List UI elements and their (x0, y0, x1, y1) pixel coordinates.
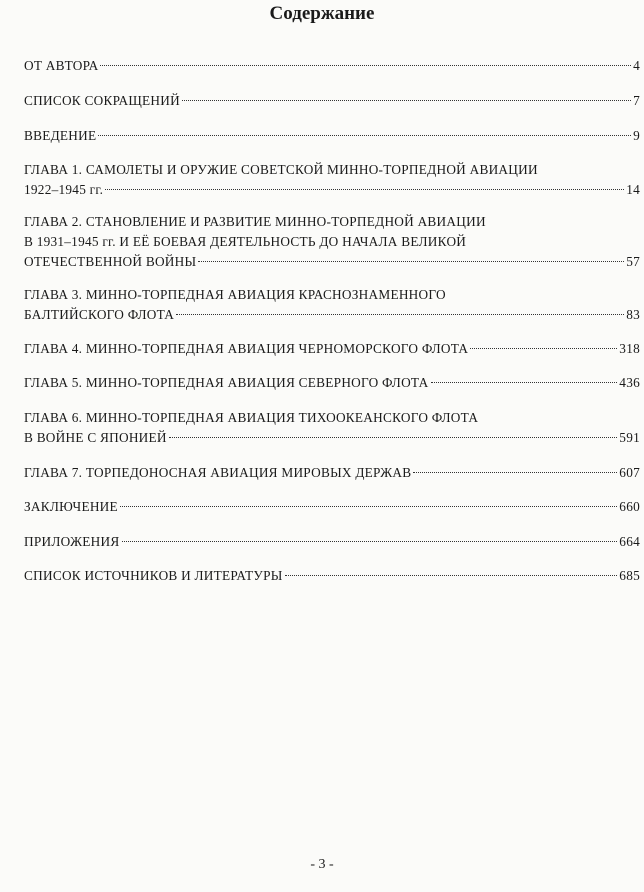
toc-entry-title: СПИСОК ИСТОЧНИКОВ И ЛИТЕРАТУРЫ (24, 568, 283, 583)
toc-entry-page: 4 (633, 58, 640, 73)
toc-entry (24, 56, 640, 76)
dot-leader (182, 100, 631, 101)
dot-leader (120, 506, 617, 507)
toc-entry-page: 664 (619, 534, 640, 549)
toc-entry-page: 318 (619, 341, 640, 356)
dot-leader (100, 65, 631, 66)
toc-entry-title-line: ГЛАВА 6. МИННО-ТОРПЕДНАЯ АВИАЦИЯ ТИХООКЕАНСКОГО ФЛОТА (24, 410, 479, 425)
toc-entry (24, 566, 640, 586)
dot-leader (169, 437, 618, 438)
toc-entry (24, 160, 640, 200)
toc-entry (24, 339, 640, 359)
dot-leader (176, 314, 624, 315)
toc-entry-page: 660 (619, 499, 640, 514)
toc-entry-page: 83 (626, 307, 640, 322)
toc-entry (24, 463, 640, 483)
toc-entry-title: ЗАКЛЮЧЕНИЕ (24, 499, 118, 514)
toc-entry-page: 436 (619, 375, 640, 390)
dot-leader (470, 348, 617, 349)
toc-entry-title: СПИСОК СОКРАЩЕНИЙ (24, 93, 180, 108)
toc-entry (24, 126, 640, 146)
toc-entry (24, 91, 640, 111)
dot-leader (122, 541, 618, 542)
toc-entry (24, 408, 640, 448)
toc-entry-page: 607 (619, 465, 640, 480)
page-number: - 3 - (310, 857, 334, 872)
toc-entry-title-line: БАЛТИЙСКОГО ФЛОТА (24, 307, 175, 322)
toc-entry (24, 212, 640, 272)
toc-entry-page: 685 (619, 568, 640, 583)
toc-entry-title: ГЛАВА 5. МИННО-ТОРПЕДНАЯ АВИАЦИЯ СЕВЕРНОГО ФЛОТА (24, 375, 429, 390)
toc-entry-page: 591 (619, 430, 640, 445)
toc-entry-page: 14 (626, 182, 640, 197)
toc-entry-title-line: 1922–1945 гг. (24, 182, 104, 197)
dot-leader (105, 189, 624, 190)
toc-entry-title-line: ГЛАВА 1. САМОЛЕТЫ И ОРУЖИЕ СОВЕТСКОЙ МИННО-ТОРПЕДНОЙ АВИАЦИИ (24, 162, 538, 177)
toc-entry-title: ПРИЛОЖЕНИЯ (24, 534, 120, 549)
dot-leader (98, 135, 631, 136)
toc-entry-title-line: ГЛАВА 3. МИННО-ТОРПЕДНАЯ АВИАЦИЯ КРАСНОЗНАМЕННОГО (24, 287, 446, 302)
toc-entry (24, 285, 640, 325)
toc-entry (24, 373, 640, 393)
toc-entry-title-line: В ВОЙНЕ С ЯПОНИЕЙ (24, 430, 167, 445)
toc-entry-title: ОТ АВТОРА (24, 58, 99, 73)
dot-leader (198, 261, 624, 262)
dot-leader (431, 382, 618, 383)
toc-entry-title-line: ОТЕЧЕСТВЕННОЙ ВОЙНЫ (24, 254, 197, 269)
dot-leader (413, 472, 617, 473)
toc-entry-page: 7 (633, 93, 640, 108)
toc-entry-page: 9 (633, 128, 640, 143)
toc-entry (24, 497, 640, 517)
toc-entry-title-line: В 1931–1945 гг. И ЕЁ БОЕВАЯ ДЕЯТЕЛЬНОСТЬ ДО НАЧАЛА ВЕЛИКОЙ (24, 234, 467, 249)
toc-entry-page: 57 (626, 254, 640, 269)
toc-entry-title: ГЛАВА 4. МИННО-ТОРПЕДНАЯ АВИАЦИЯ ЧЕРНОМОРСКОГО ФЛОТА (24, 341, 469, 356)
page-title: Содержание (269, 3, 375, 24)
toc-entry-title-line: ГЛАВА 2. СТАНОВЛЕНИЕ И РАЗВИТИЕ МИННО-ТОРПЕДНОЙ АВИАЦИИ (24, 214, 486, 229)
dot-leader (285, 575, 618, 576)
toc-entry-title: ГЛАВА 7. ТОРПЕДОНОСНАЯ АВИАЦИЯ МИРОВЫХ ДЕРЖАВ (24, 465, 412, 480)
toc-entry (24, 532, 640, 552)
toc-entry-title: ВВЕДЕНИЕ (24, 128, 97, 143)
